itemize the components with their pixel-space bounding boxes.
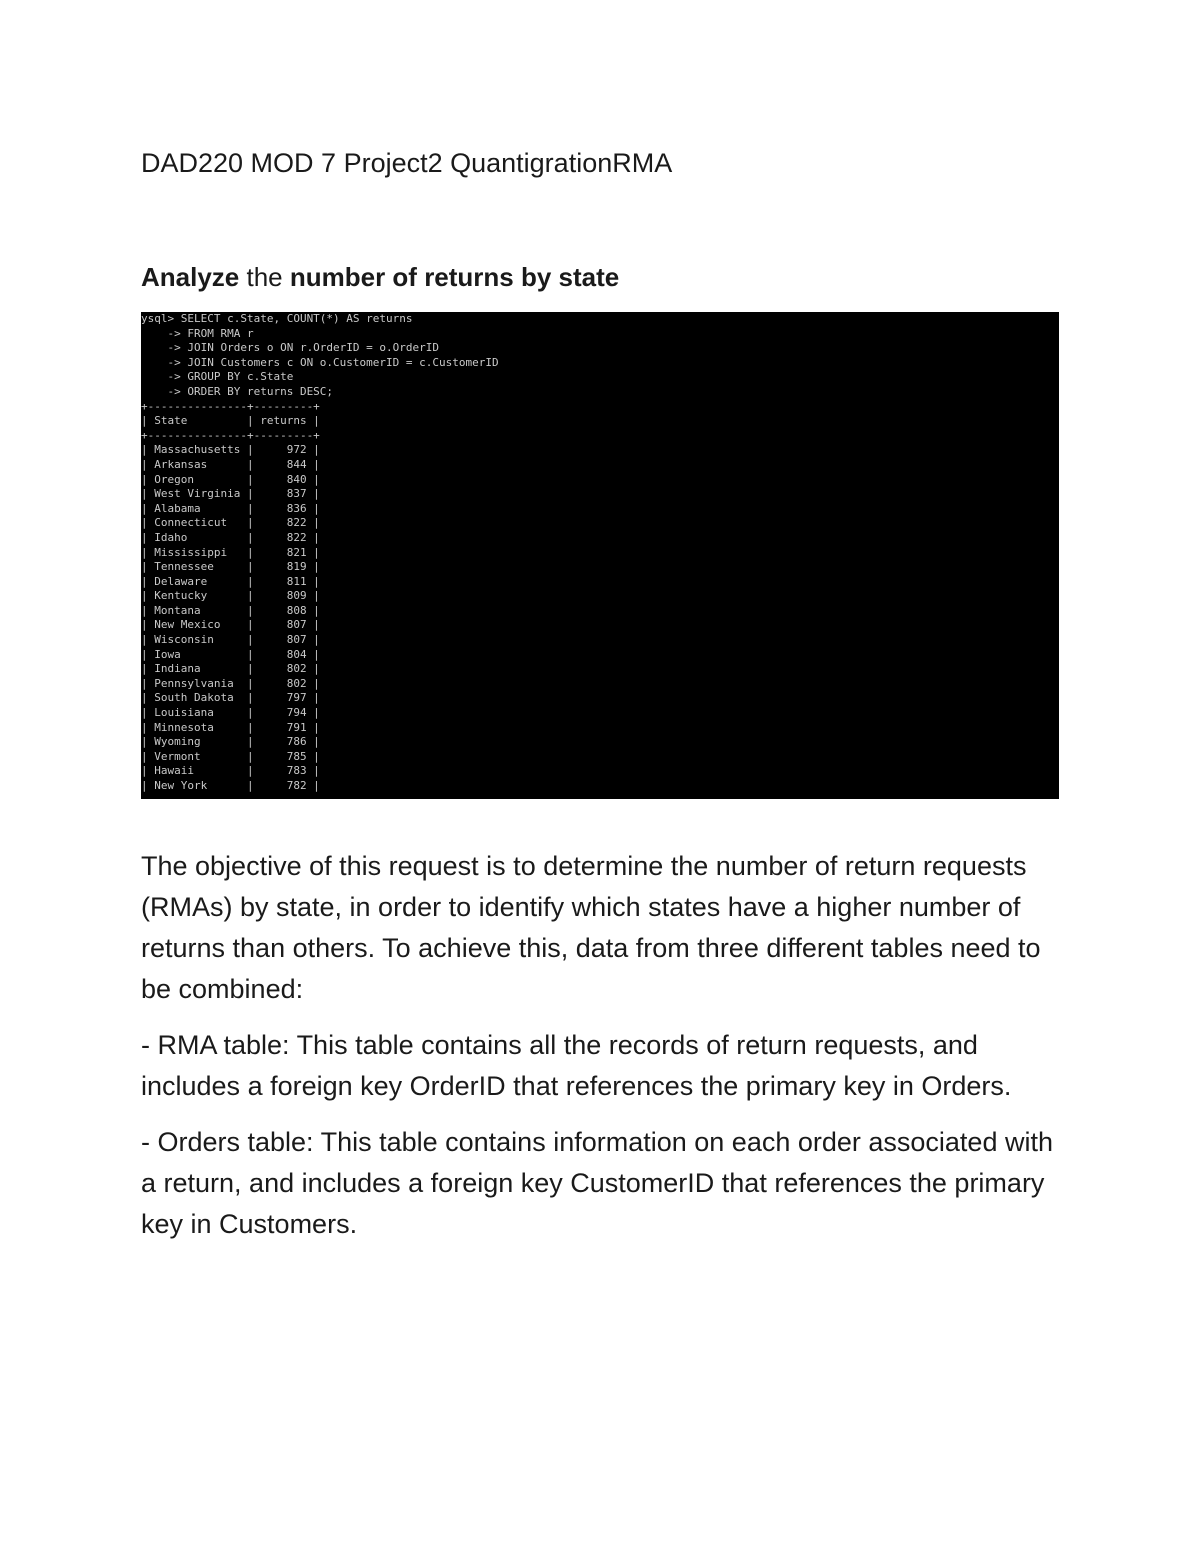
terminal-line: ysql> SELECT c.State, COUNT(*) AS returns bbox=[141, 312, 413, 325]
paragraph-rma-table: - RMA table: This table contains all the records of return requests, and includes a foreign key OrderID that references the primary key in Orders. bbox=[141, 1030, 1012, 1101]
terminal-line: | Hawaii | 783 | bbox=[141, 764, 320, 778]
paragraph-objective: The objective of this request is to determine the number of return requests (RMAs) by state, in order to identify which states have a higher number of returns than others. To achieve this, data from three different tables need to be combined: bbox=[141, 851, 1041, 1004]
terminal-line: +---------------+---------+ bbox=[141, 428, 320, 442]
section-heading bbox=[141, 261, 619, 293]
terminal-line: | State | returns | bbox=[141, 414, 320, 428]
terminal-line: | Louisiana | 794 | bbox=[141, 706, 320, 720]
terminal-line: | Connecticut | 822 | bbox=[141, 516, 320, 530]
terminal-line: | Wyoming | 786 | bbox=[141, 735, 320, 749]
terminal-line: | West Virginia | 837 | bbox=[141, 487, 320, 501]
paragraph-orders-table: - Orders table: This table contains information on each order associated with a return, and includes a foreign key CustomerID that references the primary key in Customers. bbox=[141, 1127, 1053, 1239]
terminal-line: -> JOIN Customers c ON o.CustomerID = c.CustomerID bbox=[141, 355, 499, 369]
terminal-line: -> GROUP BY c.State bbox=[141, 370, 294, 384]
terminal-line: | Minnesota | 791 | bbox=[141, 720, 320, 734]
terminal-line: | Delaware | 811 | bbox=[141, 574, 320, 588]
terminal-line: | Massachusetts | 972 | bbox=[141, 443, 320, 457]
terminal-line: | Iowa | 804 | bbox=[141, 647, 320, 661]
heading-part-subject: number of returns by state bbox=[289, 262, 620, 292]
terminal-line: | Alabama | 836 | bbox=[141, 501, 320, 515]
terminal-line: -> JOIN Orders o ON r.OrderID = o.OrderID bbox=[141, 341, 440, 355]
terminal-line: +---------------+---------+ bbox=[141, 399, 320, 413]
terminal-line: | Oregon | 840 | bbox=[141, 472, 320, 486]
terminal-line: | Mississippi | 821 | bbox=[141, 545, 320, 559]
terminal-line: | South Dakota | 797 | bbox=[141, 691, 320, 705]
terminal-line: | New Mexico | 807 | bbox=[141, 618, 320, 632]
heading-part-analyze: Analyze bbox=[141, 262, 240, 292]
document-title: DAD220 MOD 7 Project2 QuantigrationRMA bbox=[141, 148, 673, 178]
terminal-line: | Idaho | 822 | bbox=[141, 530, 320, 544]
terminal-line: | Montana | 808 | bbox=[141, 603, 320, 617]
heading-part-the: the bbox=[239, 262, 290, 292]
terminal-line: | Tennessee | 819 | bbox=[141, 560, 320, 574]
terminal-line: | Kentucky | 809 | bbox=[141, 589, 320, 603]
terminal-line: | Wisconsin | 807 | bbox=[141, 633, 320, 647]
terminal-line: | Vermont | 785 | bbox=[141, 749, 320, 763]
terminal-output bbox=[141, 312, 499, 794]
terminal-line: -> FROM RMA r bbox=[141, 326, 254, 340]
mysql-terminal-screenshot bbox=[141, 312, 1059, 799]
terminal-line: | Arkansas | 844 | bbox=[141, 457, 320, 471]
body-text bbox=[141, 846, 1071, 1260]
terminal-line: | New York | 782 | bbox=[141, 779, 320, 792]
terminal-line: -> ORDER BY returns DESC; bbox=[141, 384, 334, 398]
terminal-line: | Pennsylvania | 802 | bbox=[141, 676, 320, 690]
terminal-line: | Indiana | 802 | bbox=[141, 662, 320, 676]
